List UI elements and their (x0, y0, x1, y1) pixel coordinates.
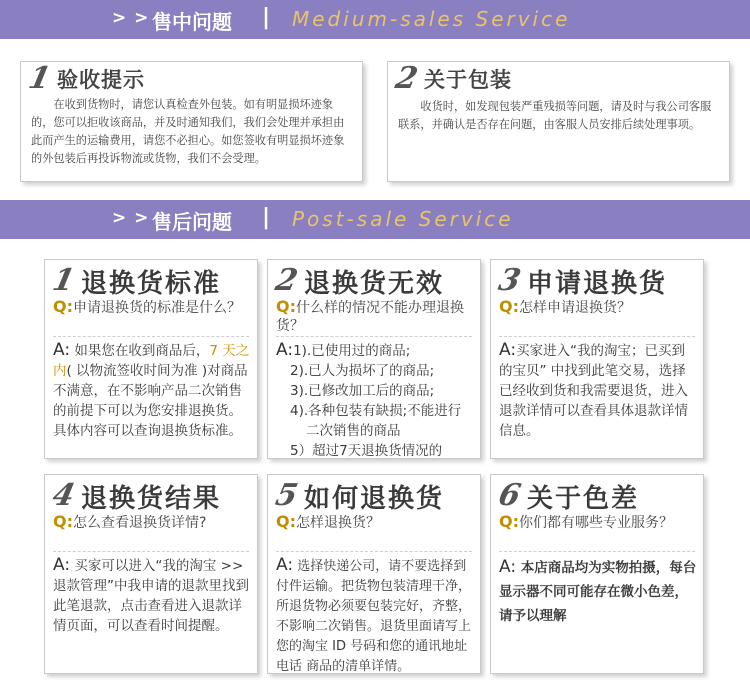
question-label: Q: (499, 297, 519, 316)
box-title: 退换货结果 (81, 483, 222, 514)
answer-list-item: 二次销售的商品 (306, 423, 401, 439)
banner-title: 售后问题 (152, 210, 232, 234)
question-label: Q: (499, 512, 519, 531)
how-to-return-box (267, 474, 481, 674)
banner-divider: | (262, 205, 271, 230)
divider (276, 336, 472, 337)
question (276, 513, 472, 532)
number-2-icon: 2 (392, 61, 421, 96)
answer-label: A: (53, 340, 71, 360)
divider (53, 336, 249, 337)
invalid-return-box (267, 259, 481, 459)
divider (276, 551, 472, 552)
color-difference-box (490, 474, 704, 674)
number-4-icon: 4 (49, 478, 78, 513)
return-standard-box (44, 259, 258, 459)
banner-post-sale (0, 200, 750, 239)
answer (499, 340, 697, 441)
answer-list-item: 4).各种包装有缺损;不能进行 (290, 403, 462, 419)
divider (499, 336, 695, 337)
box-text: 收货时，如发现包装严重残损等问题，请及时与我公司客服联系，并确认是否存在问题，由客服人员安排后续处理事项。 (398, 100, 712, 131)
answer-text-cont: ( 以物流签收时间为准 )对商品不满意，在不影响产品二次销售的前提下可以为您安排退换货。具体内容可以查询退换货标准。 (53, 363, 248, 439)
answer-text: 买家进入“我的淘宝；已买到的宝贝” 中找到此笔交易，选择已经收到货和我需要退货，进入退款详情可以查看具体退款详情信息。 (499, 343, 688, 439)
number-1-icon: 1 (25, 61, 54, 96)
banner-title: 售中问题 (152, 10, 232, 34)
answer-label: A: (276, 555, 294, 575)
number-1-icon: 1 (49, 263, 78, 298)
banner-divider: | (262, 5, 271, 30)
question (53, 513, 249, 532)
box-title: 验收提示 (57, 68, 145, 92)
box-title: 关于包装 (424, 68, 512, 92)
banner-arrows: > > (112, 208, 150, 228)
question-text: 怎样申请退换货？ (519, 300, 631, 316)
answer-list-item: 2).已人为损坏了的商品; (290, 363, 435, 379)
question-label: Q: (276, 297, 296, 316)
box-title: 退换货无效 (304, 268, 445, 299)
answer-list-item: A:1).已使用过的商品; (276, 340, 411, 360)
question (499, 513, 695, 532)
number-2-icon: 2 (272, 263, 301, 298)
banner-english-title: Medium-sales Service (292, 7, 571, 31)
answer-list-item: 3).已修改加工后的商品; (290, 383, 435, 399)
question (276, 298, 472, 335)
answer-label: A: (53, 555, 71, 575)
box-title: 退换货标准 (81, 268, 222, 299)
answer-label: A: (276, 340, 294, 360)
banner-medium-sales (0, 0, 750, 39)
answer-text: 选择快递公司，请不要选择到付件运输。把货物包装清理干净，所退货物必须要包装完好，齐整，不影响二次销售。退货里面请写上您的淘宝 ID 号码和您的通讯地址电话 商品的清单详情。 (276, 559, 472, 674)
answer-label: A: (499, 557, 517, 577)
question-text: 什么样的情况不能办理退换货？ (276, 300, 464, 334)
question-text: 申请退换货的标准是什么？ (73, 300, 241, 316)
question (499, 298, 695, 317)
banner-arrows: > > (112, 8, 150, 28)
number-3-icon: 3 (495, 263, 524, 298)
return-result-box (44, 474, 258, 674)
answer-text: 本店商品均为实物拍摄，每台显示器不同可能存在微小色差，请予以理解 (499, 560, 697, 624)
banner-english-title: Post-sale Service (292, 207, 514, 231)
answer-highlight: 7 天之内 (53, 343, 250, 379)
answer-label: A: (499, 340, 517, 360)
packaging-box (387, 61, 730, 182)
answer (276, 340, 474, 461)
divider (53, 551, 249, 552)
answer (53, 555, 251, 636)
question-label: Q: (53, 512, 73, 531)
answer-list-item: 5）超过7天退换货情况的 (290, 443, 443, 459)
question-text: 怎么查看退换货详情? (73, 515, 207, 531)
number-6-icon: 6 (495, 478, 524, 513)
box-title: 关于色差 (527, 483, 640, 514)
answer (53, 340, 251, 441)
question (53, 298, 249, 317)
question-label: Q: (276, 512, 296, 531)
box-text: 在收到货物时，请您认真检查外包装。如有明显损坏迹象的，您可以拒收该商品，并及时通知我们，我们会处理并承担由此而产生的运输费用，请您不必担心。如您签收有明显损坏迹象的外包装后再投诉物流或货物，我们不会受理。 (31, 98, 345, 165)
divider (499, 551, 695, 552)
question-label: Q: (53, 297, 73, 316)
number-5-icon: 5 (272, 478, 301, 513)
answer-text: 如果您在收到商品后， (70, 343, 210, 359)
inspection-tip-box (20, 61, 363, 182)
answer-text: 买家可以进入“我的淘宝 >> 退款管理”中我申请的退款里找到此笔退款，点击查看进入退款详情页面，可以查看时间提醒。 (53, 558, 249, 634)
question-text: 你们都有哪些专业服务？ (519, 515, 673, 531)
answer (276, 555, 474, 677)
box-title: 如何退换货 (304, 483, 445, 514)
box-title: 申请退换货 (527, 268, 668, 299)
answer (499, 555, 697, 628)
question-text: 怎样退换货？ (296, 515, 380, 531)
apply-return-box (490, 259, 704, 459)
